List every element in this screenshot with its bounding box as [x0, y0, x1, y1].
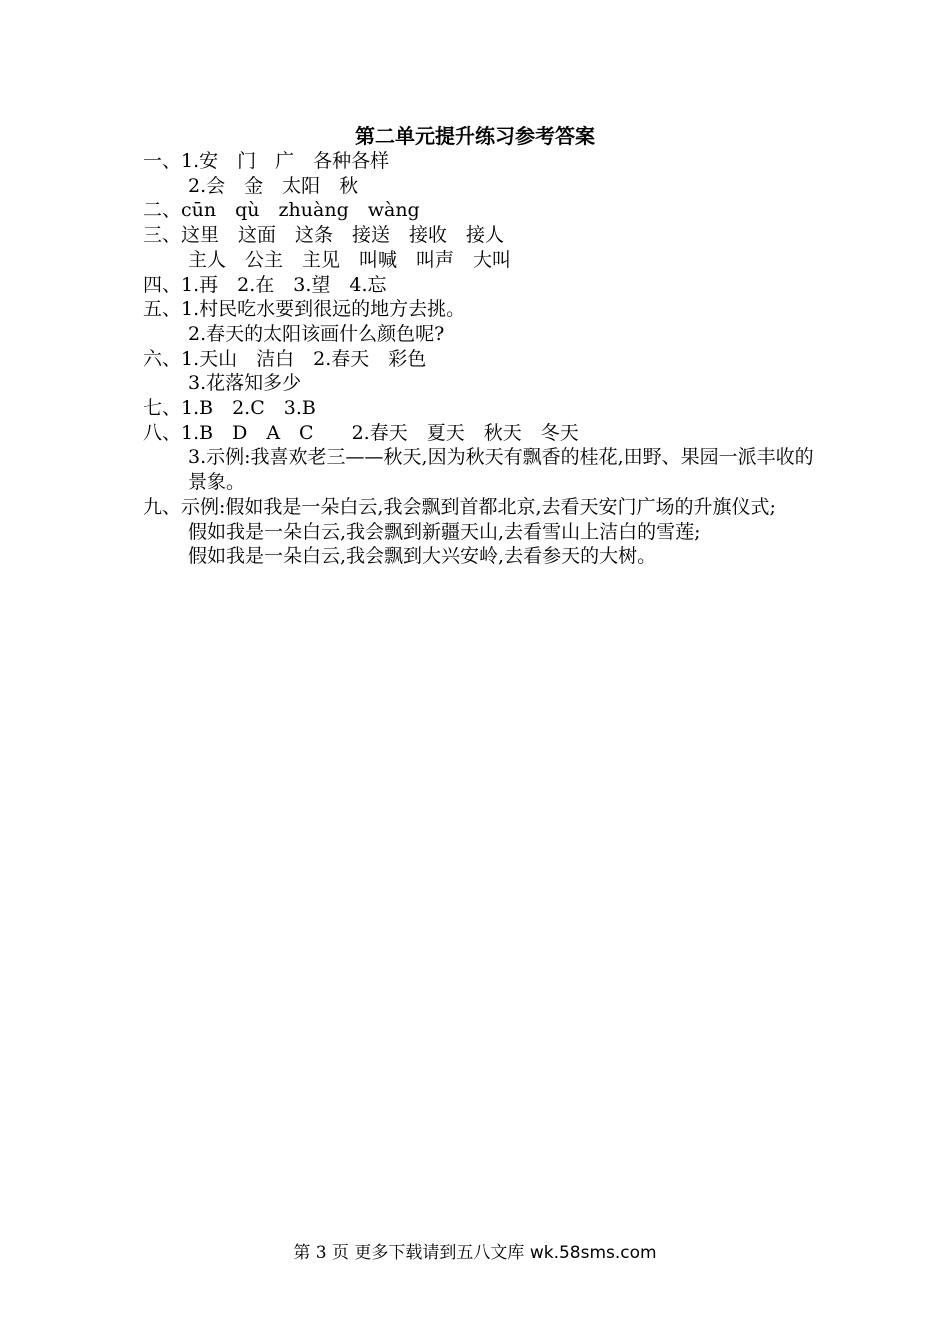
footer-page-text: 第 3 页 更多下载请到五八文库	[293, 1243, 530, 1263]
answer-line-5: 五、1.村民吃水要到很远的地方去挑。	[143, 298, 466, 321]
answer-list	[143, 149, 823, 569]
answer-line-3: 三、这里 这面 这条 接送 接收 接人	[143, 224, 505, 247]
answer-line-7: 七、1.B 2.C 3.B	[143, 397, 316, 420]
answer-line-6: 六、1.天山 洁白 2.春天 彩色	[143, 347, 427, 370]
answer-line-1: 一、1.安 门 广 各种各样	[143, 150, 390, 172]
answer-line-2: 二、cūn qù zhuàng wàng	[143, 199, 420, 222]
answer-line-5-2: 2.春天的太阳该画什么颜色呢?	[188, 322, 445, 345]
answer-line-6-2: 3.花落知多少	[188, 372, 302, 395]
answer-line-3-2: 主人 公主 主见 叫喊 叫声 大叫	[188, 248, 512, 271]
answer-line-1-2: 2.会 金 太阳 秋	[188, 174, 359, 197]
answer-line-9-3: 假如我是一朵白云,我会飘到大兴安岭,去看参天的大树。	[188, 545, 657, 568]
page-footer	[0, 1242, 950, 1264]
answer-line-4: 四、1.再 2.在 3.望 4.忘	[143, 273, 387, 296]
page-title: 第二单元提升练习参考答案	[355, 124, 595, 148]
answer-line-9-2: 假如我是一朵白云,我会飘到新疆天山,去看雪山上洁白的雪莲;	[188, 520, 701, 543]
answer-line-8: 八、1.B D A C 2.春天 夏天 秋天 冬天	[143, 421, 579, 444]
answer-line-8-2: 3.示例:我喜欢老三——秋天,因为秋天有飘香的桂花,田野、果园一派丰收的景象。	[188, 446, 814, 494]
answer-line-9: 九、示例:假如我是一朵白云,我会飘到首都北京,去看天安门广场的升旗仪式;	[143, 495, 776, 518]
footer-site-link[interactable]: wk.58sms.com	[529, 1243, 657, 1263]
